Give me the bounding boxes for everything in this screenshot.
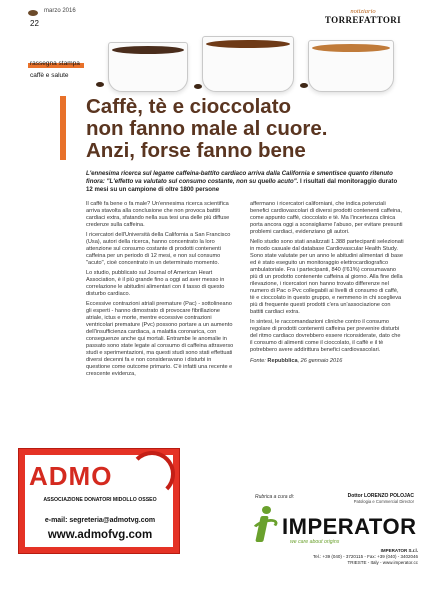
imperator-company-full: IMPERATOR S.r.l.	[380, 548, 418, 553]
ad-website-link[interactable]: www.admofvg.com	[47, 529, 153, 541]
imperator-name: IMPERATOR	[282, 514, 417, 539]
article-column-right	[250, 201, 404, 365]
ad-email[interactable]: e-mail: segreteria@admotvg.com	[44, 517, 156, 524]
coffee-bean-icon	[96, 82, 104, 87]
article-source	[250, 358, 404, 365]
issue-date: marzo 2016	[44, 8, 76, 14]
article-lead-rest: I risultati dal monitoraggio durato 12 mesi su un campione di oltre 1800 persone	[86, 177, 398, 193]
imperator-phone: Tel.: +39 (040) - 3720115 - Fax: +39 (040) - 3402046	[313, 554, 418, 559]
tea-cup-image	[308, 40, 394, 92]
source-name: Repubblica	[267, 358, 298, 364]
page-number: 22	[30, 19, 39, 28]
chocolate-cup-image	[202, 36, 294, 92]
coffee-cup-image	[108, 42, 188, 92]
article-title-line: Anzi, forse fanno bene	[86, 139, 306, 162]
admo-swirl-icon	[129, 451, 175, 497]
article-paragraph: Eccessive contrazioni atriali premature (Pac) - sottolineano gli esperti - hanno dimostrato di provocare fibrillazione atriale, ictus e morte, mentre eccessive contrazioni ventricolari premature (Pvc) possono portare a un aumento dell'insufficienza cardiaca, a malattia coronarica, con conseguenze anche qui mortali. Entrambe le anomalie in passato sono state legate al consumo di caffeina attraverso studi e sperimentazioni, ma questi studi sono stati effettuati diversi decenni fa e non consideravano i disturbi in questione come outcome primario. C'è infatti una recente e crescente evidenza,	[86, 301, 234, 377]
publication-subtitle: notiziario	[350, 8, 376, 15]
article-paragraph: In sintesi, le raccomandazioni cliniche contro il consumo regolare di prodotti contenenti caffeina per prevenire disturbi del ritmo cardiaco dovrebbero essere riconsiderate, dato che il consumo di alimenti come il cioccolato, il caffè e il tè potrebbero avere addirittura benefici cardiovascolari.	[250, 319, 401, 353]
doctor-role: Patologia e Commercial Director	[353, 499, 414, 504]
coffee-bean-icon	[28, 10, 38, 16]
source-label: Fonte:	[250, 358, 266, 364]
article-title-line: non fanno male al cuore.	[86, 117, 328, 140]
imperator-tagline: we care about origins	[290, 539, 340, 545]
cups-photo	[94, 12, 404, 92]
publication-name: TORREFATTORI	[324, 15, 402, 25]
section-label	[28, 60, 88, 92]
article-lead	[86, 170, 401, 193]
section-label-line1: rassegna stampa	[30, 60, 80, 67]
coffee-bean-icon	[300, 83, 308, 88]
article-paragraph: Il caffè fa bene o fa male? Un'ennesima ricerca scientifica arriva stavolta alla conclusione che non provoca battiti cardiaci extra, sfatando nella sua tesi una delle più diffuse credenze sulla caffeina.	[86, 201, 230, 228]
imperator-dot-icon	[262, 506, 271, 514]
coffee-bean-icon	[194, 84, 202, 89]
doctor-name: Dottor LORENZO POLOJAC	[347, 493, 414, 499]
admo-logo: ADMO	[29, 461, 113, 491]
ad-association-name: ASSOCIAZIONE DONATORI MIDOLLO OSSEO	[43, 497, 157, 503]
imperator-address[interactable]: TRIESTE - Italy - www.imperator.cc	[347, 560, 418, 565]
article-column-left	[86, 201, 234, 381]
imperator-logo	[250, 506, 417, 546]
doctor-credit	[334, 493, 414, 504]
source-date: , 26 gennaio 2016	[297, 358, 343, 364]
imperator-contact	[256, 548, 418, 566]
article-paragraph: affermano i ricercatori californiani, che indica potenziali benefici cardiovascolari di diversi prodotti contenenti caffeina, come appunto caffè, cioccolato e tè. Ma l'incertezza clinica porta ancora oggi a sconsigliarne l'abuso, per evitare presunti problemi cardiaci, evidenziano gli autori.	[250, 201, 403, 235]
article-title	[86, 96, 406, 162]
article-title-line: Caffè, tè e cioccolato	[86, 95, 292, 118]
article-lead-italic: L'ennesima ricerca sul legame caffeina-battito cardiaco arriva dalla California e smentisce quanto ritenuto finora: "L'effetto va valutato sul consumo costante, non su quello acuto".	[86, 170, 393, 185]
ad-panel	[25, 455, 173, 547]
title-accent-bar	[60, 96, 66, 160]
rubrica-label: Rubrica a cura di:	[255, 494, 295, 500]
article-paragraph: Lo studio, pubblicato sul Journal of American Heart Association, è il più grande fino a oggi ad aver messo in correlazione le abitudini alimentari con il tasso di questo disturbo cardiaco.	[86, 270, 225, 297]
article-paragraph: I ricercatori dell'Università della California a San Francisco (Usa), autori della ricerca, hanno concentrato la loro attenzione sul consumo costante di prodotti contenenti caffeina per un periodo di 12 mesi, e non sul consumo "acuto", cioè concentrato in un determinato momento.	[86, 232, 231, 266]
article-paragraph: Nello studio sono stati analizzati 1.388 partecipanti selezionati in modo casuale dal database Cardiovascular Health Study. Sono state valutate per un anno le abitudini alimentari di base ed è stato eseguito un monitoraggio elettrocardiografico ambulatoriale. Fra i partecipanti, 840 (l'61%) consumavano più di un prodotto contenente caffeina al giorno. Alla fine della rilevazione, i ricercatori non hanno trovato differenze nel numero di Pac o Pvc collegabili ai livelli di consumo di caffè, tè e cioccolato in questo gruppo, e nemmeno in chi sceglieva più di frequente questi prodotti c'era un'associazione con battiti cardiaci extra.	[250, 239, 404, 315]
section-label-line2: caffè e salute	[30, 72, 69, 79]
admo-advertisement[interactable]	[18, 448, 180, 554]
